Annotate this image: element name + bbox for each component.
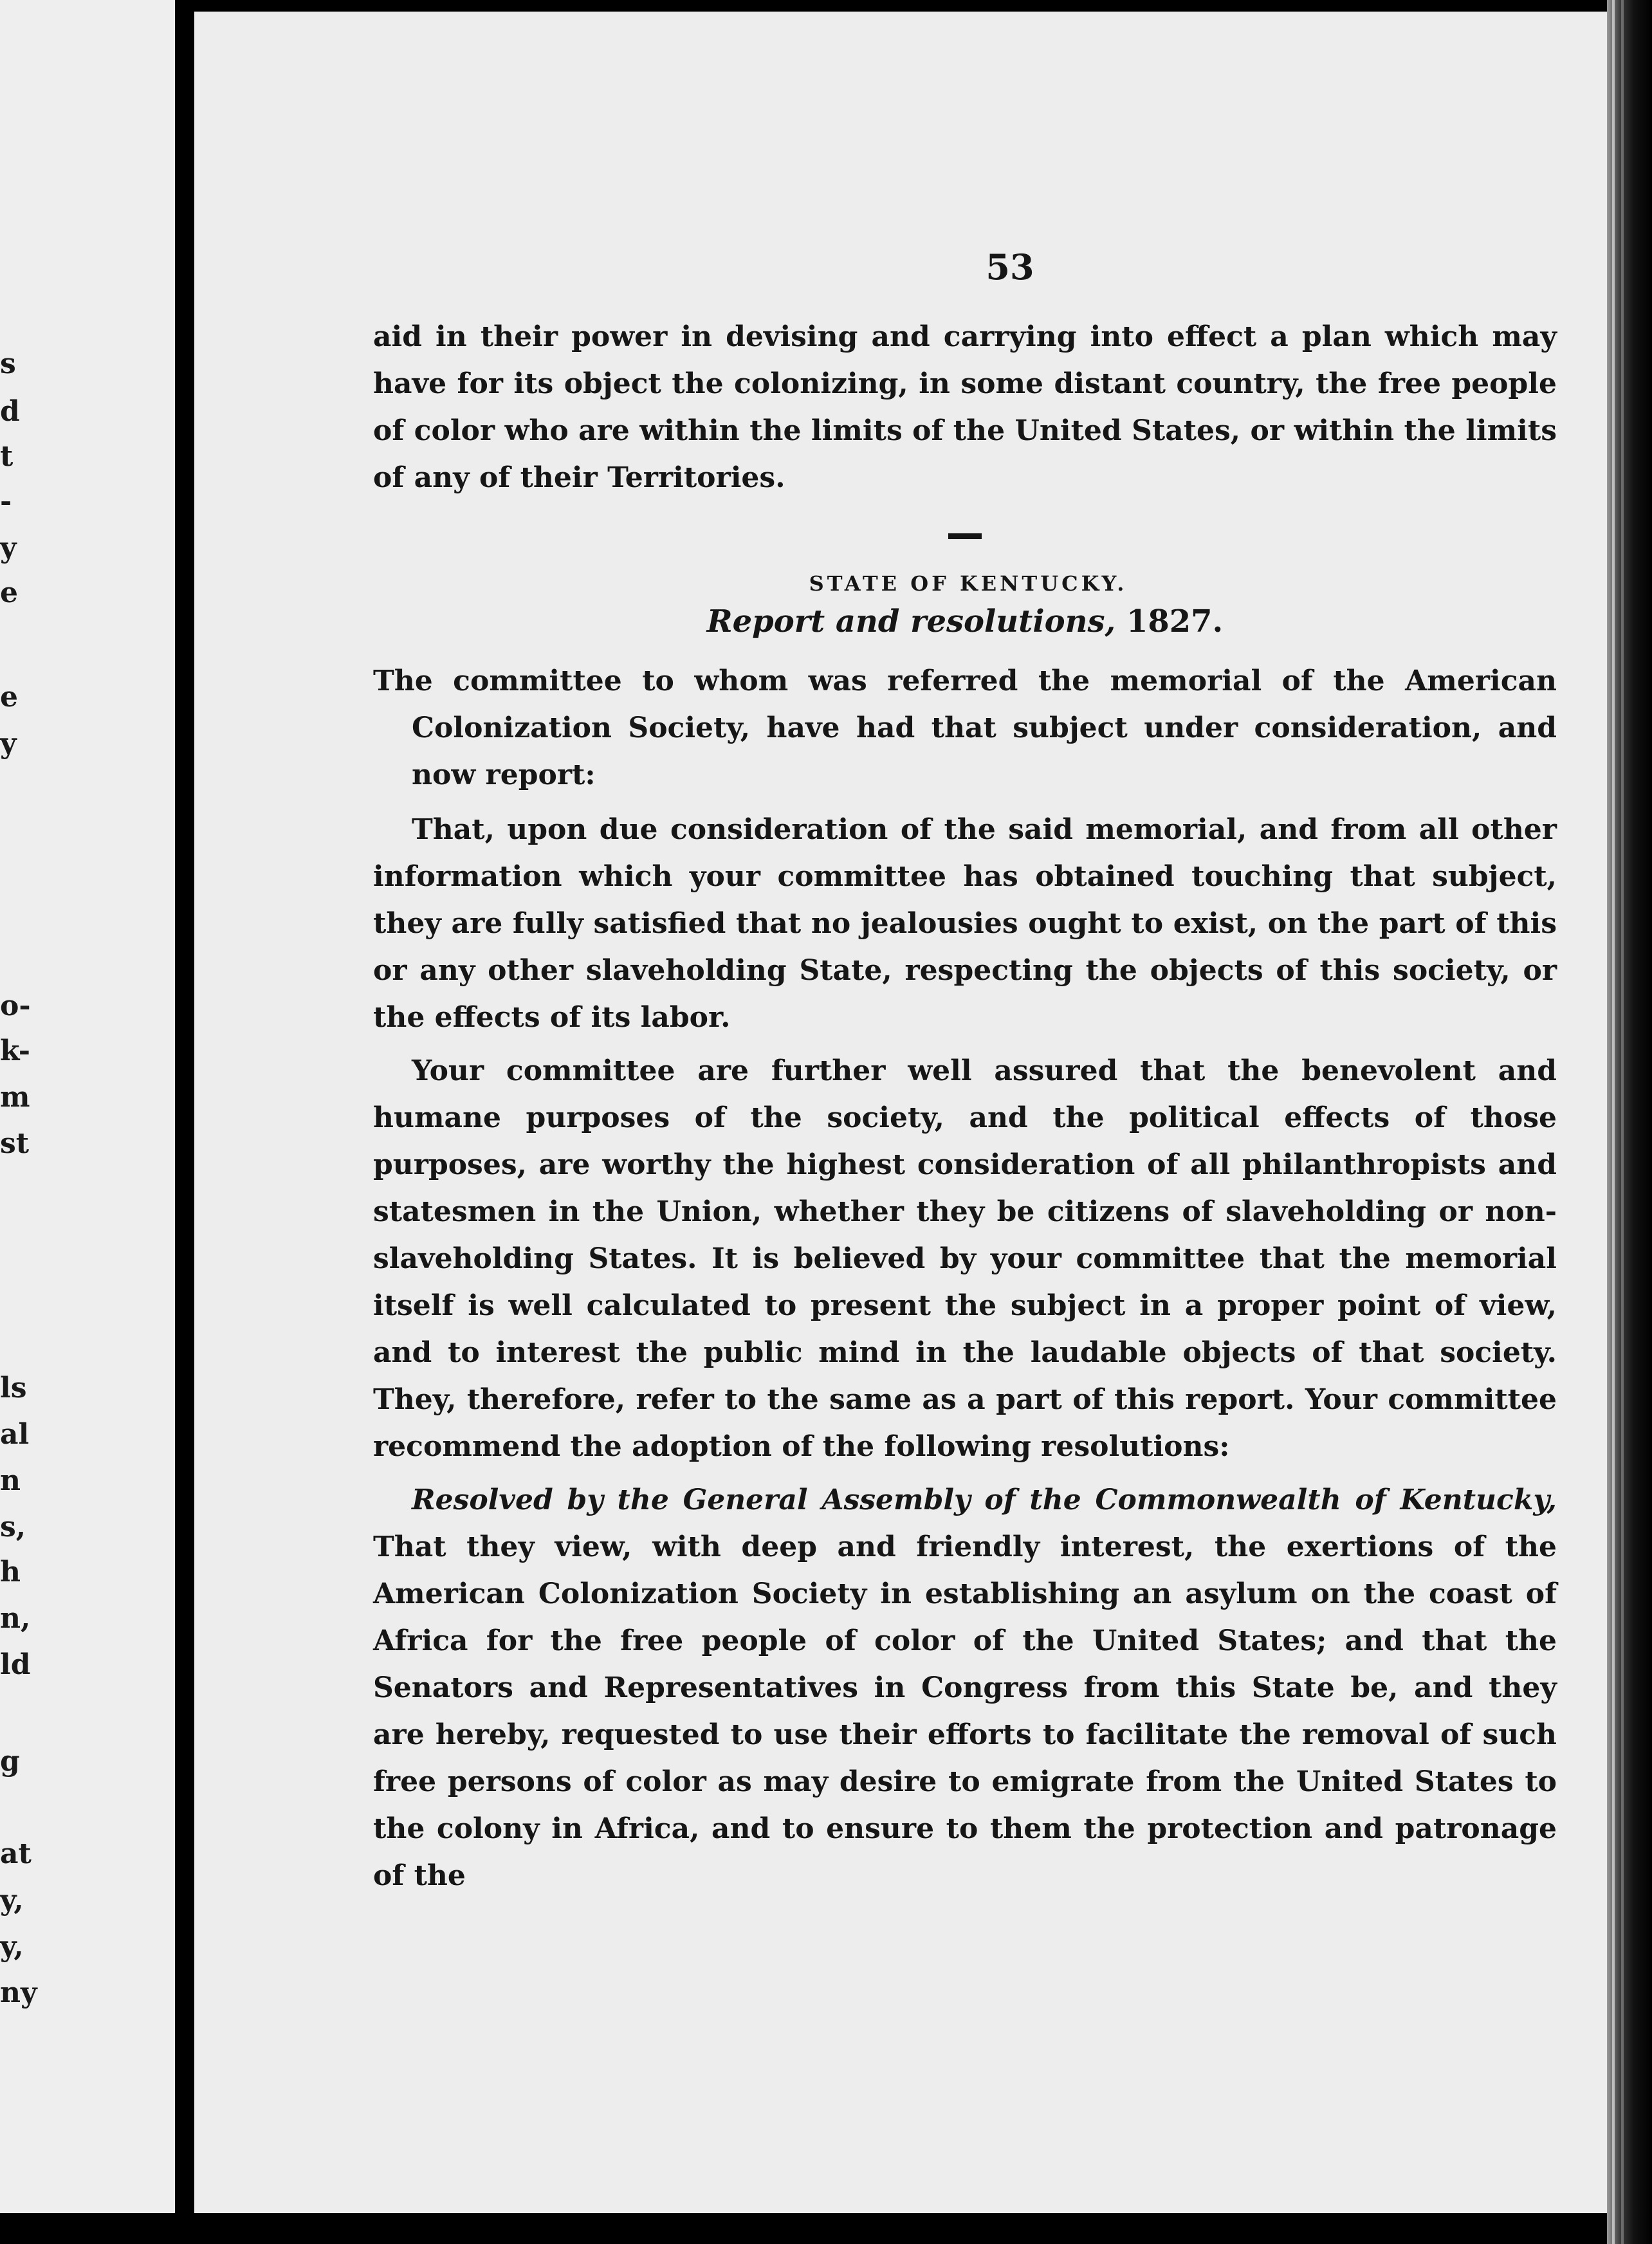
- left-page-fragment: g: [0, 1745, 20, 1778]
- next-pages-edge: [1607, 0, 1652, 2244]
- subheading-year: 1827.: [1126, 603, 1224, 639]
- left-page-fragment: y,: [0, 1930, 24, 1963]
- left-page-fragment: t: [0, 440, 14, 473]
- left-page-fragment: at: [0, 1837, 32, 1870]
- left-page-fragment: ld: [0, 1648, 31, 1681]
- left-page-fragment: y: [0, 727, 17, 760]
- page-edge-line: [1612, 0, 1615, 2244]
- resolution-text: That they view, with deep and friendly interest, the exertions of the American Colonization Society in establishing an asylum on the coast of Africa for the free people of color of the United States; and that the Senators and Representatives in Congress from this State be, and they are hereby, requested to use their efforts to facilitate the removal of such free persons of color as may desire to emigrate from the United States to the colony in Africa, and to ensure to them the protection and patronage of the: [373, 1531, 1557, 1892]
- opening-paragraph: aid in their power in devising and carrying into effect a plan which may have for its object the colonizing, in some distant country, the free people of color who are within the limits of the United States, or within the limits of any of their Territories.: [373, 320, 1557, 494]
- left-page-edge: [0, 0, 175, 2213]
- left-page-fragment: ls: [0, 1372, 27, 1404]
- left-page-fragment: m: [0, 1081, 30, 1114]
- committee-paragraph: The committee to whom was referred the memorial of the American Colonization Society, have had that subject under consideration, and now report:: [373, 665, 1557, 791]
- left-page-fragment: e: [0, 681, 18, 713]
- left-page-fragment: -: [0, 485, 12, 518]
- left-page-fragment: o-: [0, 989, 31, 1022]
- left-page-fragment: n,: [0, 1602, 31, 1635]
- left-page-fragment: st: [0, 1127, 30, 1160]
- resolution-paragraph: [373, 1476, 1557, 1899]
- left-page-fragment: al: [0, 1418, 30, 1451]
- page-number: 53: [986, 246, 1034, 288]
- left-page-fragment: y: [0, 531, 17, 564]
- left-page-fragment: s: [0, 347, 16, 380]
- left-page-fragment: ny: [0, 1976, 37, 2009]
- book-gutter: [175, 0, 194, 2244]
- section-heading: STATE OF KENTUCKY.: [809, 571, 1128, 596]
- left-page-fragment: y,: [0, 1884, 24, 1917]
- section-subheading: [373, 603, 1557, 639]
- page-53: [194, 12, 1607, 2213]
- left-page-fragment: h: [0, 1556, 21, 1588]
- page-edge-line: [1621, 0, 1624, 2244]
- resolution-lead: Resolved by the General Assembly of the Commonwealth of Kentucky,: [412, 1484, 1557, 1516]
- page-content: [373, 246, 1557, 1899]
- left-page-fragment: e: [0, 576, 18, 609]
- left-page-fragment: k-: [0, 1035, 30, 1067]
- left-page-fragment: s,: [0, 1511, 26, 1543]
- left-page-fragment: n: [0, 1464, 21, 1497]
- left-page-fragment: d: [0, 395, 20, 428]
- section-divider: [948, 533, 982, 539]
- report-paragraph-2: Your committee are further well assured that the benevolent and humane purposes of the society, and the political effects of those purposes, are worthy the highest consideration of all philanthropists and statesmen in the Union, whether they be citizens of slaveholding or non-slaveholding States. It is believed by your committee that the memorial itself is well calculated to present the subject in a proper point of view, and to interest the public mind in the laudable objects of that society. They, therefore, refer to the same as a part of this report. Your committee recommend the adoption of the following resolutions:: [373, 1054, 1557, 1463]
- subheading-italic: Report and resolutions,: [706, 603, 1116, 639]
- report-paragraph-1: That, upon due consideration of the said memorial, and from all other information which your committee has obtained touching that subject, they are fully satisfied that no jealousies ought to exist, on the part of this or any other slaveholding State, respecting the objects of this society, or the effects of its labor.: [373, 813, 1557, 1034]
